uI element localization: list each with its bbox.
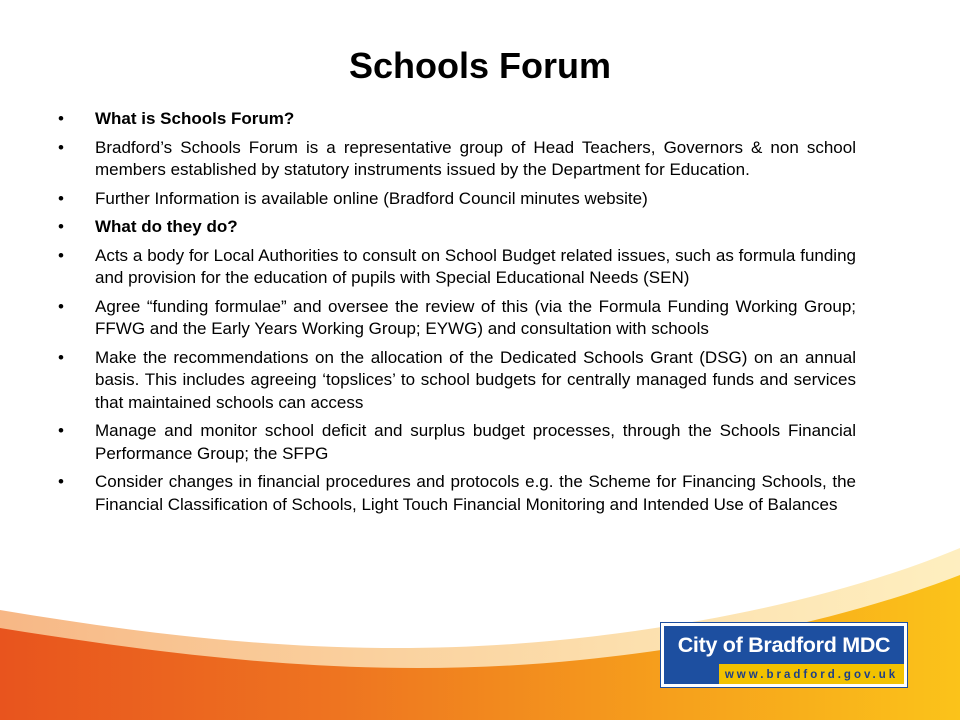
list-item (58, 296, 856, 341)
list-item-text: Manage and monitor school deficit and surplus budget processes, through the Schools Financial Performance Group; the SFPG (95, 421, 856, 463)
list-item (58, 188, 856, 211)
list-item-text: Bradford’s Schools Forum is a representative group of Head Teachers, Governors & non school members established by statutory instruments issued by the Department for Education. (95, 137, 856, 179)
list-item (58, 245, 856, 290)
list-item-text: What is Schools Forum? (95, 109, 295, 128)
list-item-text: Consider changes in financial procedures and protocols e.g. the Scheme for Financing Schools, the Financial Classification of Schools, Light Touch Financial Monitoring and Intended Use of Balances (95, 472, 856, 514)
bullet-icon: • (58, 137, 64, 157)
bullet-icon: • (58, 109, 64, 128)
bullet-icon: • (58, 421, 64, 440)
list-item (58, 137, 856, 182)
list-item (58, 471, 856, 516)
list-item (58, 108, 856, 131)
slide-title: Schools Forum (348, 45, 612, 86)
logo-name: City of Bradford MDC (677, 633, 891, 657)
bullet-icon: • (58, 347, 64, 367)
list-item-text: What do they do? (95, 217, 238, 236)
bradford-council-logo (661, 623, 907, 687)
logo-url: www.bradford.gov.uk (719, 664, 904, 687)
list-item-text: Acts a body for Local Authorities to consult on School Budget related issues, such as formula funding and provision for the education of pupils with Special Educational Needs (SEN) (95, 245, 856, 287)
list-item-text: Further Information is available online (Bradford Council minutes website) (95, 188, 648, 208)
list-item (58, 216, 856, 239)
list-item-text: Make the recommendations on the allocation of the Dedicated Schools Grant (DSG) on an annual basis. This includes agreeing ‘topslices’ to school budgets for centrally managed funds and services that maintained schools can access (95, 347, 856, 412)
bullet-icon: • (58, 188, 64, 208)
bullet-icon: • (58, 217, 64, 236)
bullet-icon: • (58, 245, 64, 265)
bullet-icon: • (58, 296, 64, 316)
bullet-list (58, 108, 856, 522)
bullet-icon: • (58, 472, 64, 491)
list-item (58, 420, 856, 465)
list-item (58, 347, 856, 415)
list-item-text: Agree “funding formulae” and oversee the review of this (via the Formula Funding Working Group; FFWG and the Early Years Working Group; EYWG) and consultation with schools (95, 296, 856, 338)
